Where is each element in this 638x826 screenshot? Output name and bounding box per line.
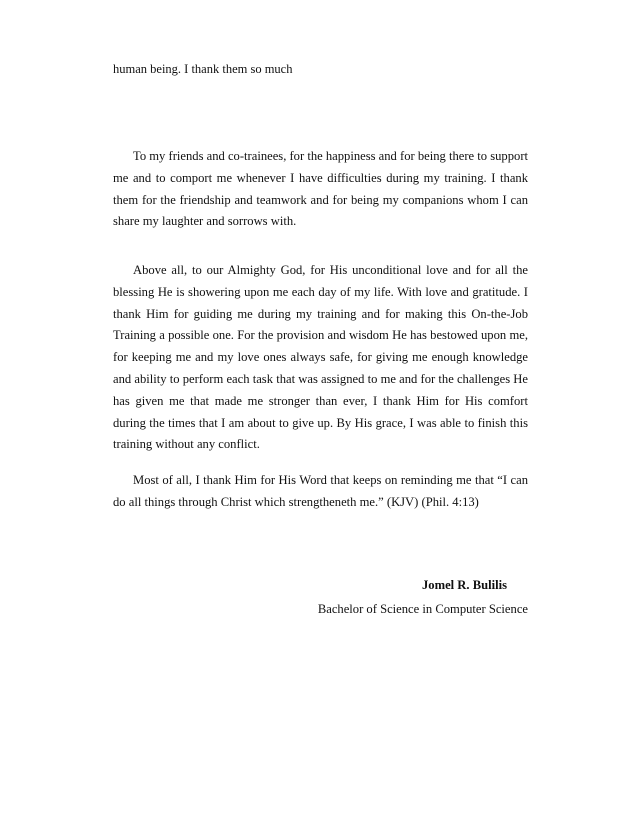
paragraph-god: Above all, to our Almighty God, for His unconditional love and for all the blessing He is showering upon me each day of my life. With love and gratitude. I thank Him for guiding me during my training and for making this On-the-Job Training a possible one. For the provision and wisdom He has bestowed upon me, for keeping me and my love ones always safe, for giving me enough knowledge and ability to perform each task that was assigned to me and for the challenges He has given me that made me stronger than ever, I thank Him for His comfort during the times that I am about to give up. By His grace, I was able to finish this training without any conflict. [113, 263, 528, 452]
continued-text-line: human being. I thank them so much [113, 62, 293, 76]
paragraph-word: Most of all, I thank Him for His Word that keeps on reminding me that “I can do all things through Christ which strengtheneth me.” (KJV) (Phil. 4:13) [113, 473, 528, 509]
paragraph-friends: To my friends and co-trainees, for the happiness and for being there to support me and to comport me whenever I have difficulties during my training. I thank them for the friendship and teamwork and for being my companions whom I can share my laughter and sorrows with. [113, 149, 529, 229]
signature-program: Bachelor of Science in Computer Science [317, 602, 528, 616]
signature-name: Jomel R. Bulilis [421, 578, 507, 592]
